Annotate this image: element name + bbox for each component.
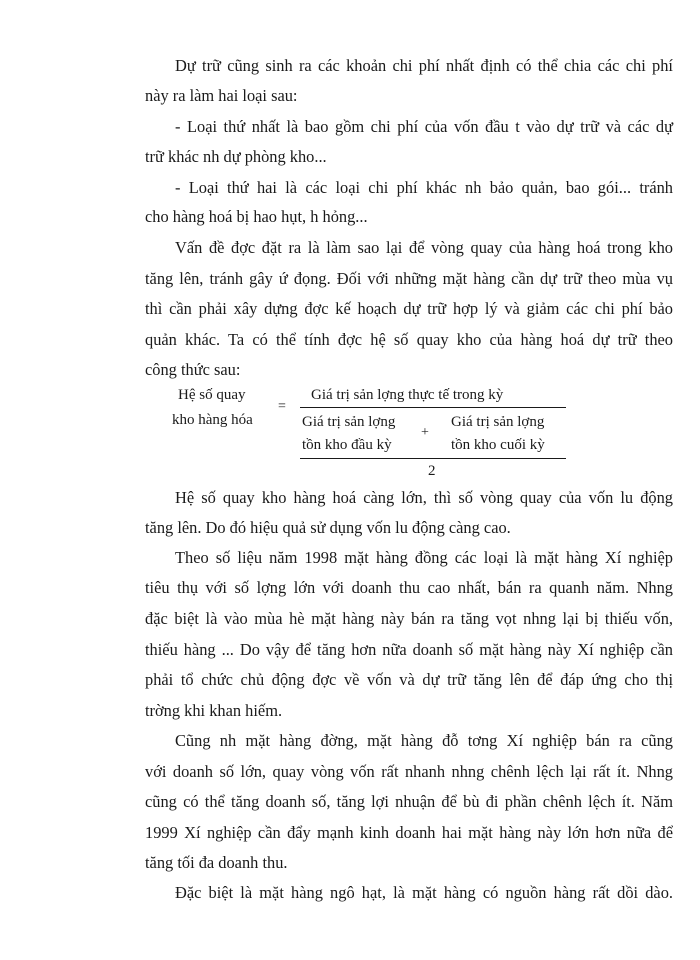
formula-divisor: 2 xyxy=(428,463,436,479)
text-line: này ra làm hai loại sau: xyxy=(145,86,298,105)
text-line: cho hàng hoá bị hao hụt, h hỏng... xyxy=(145,207,368,226)
text-line: tiêu thụ với số lợng lớn với doanh thu cao nhất, bán ra quanh năm. Nhng xyxy=(145,578,673,597)
formula-plus: + xyxy=(421,425,429,440)
text-line: cũng có thể tăng doanh số, tăng lợi nhuận để bù đi phần chênh lệch ít. Năm xyxy=(145,792,673,811)
text-line: tăng tối đa doanh thu. xyxy=(145,853,288,872)
text-line: Vấn đề đợc đặt ra là làm sao lại để vòng quay của hàng hoá trong kho xyxy=(175,238,673,257)
formula-term1-line1: Giá trị sản lợng xyxy=(302,414,396,430)
text-line: - Loại thứ hai là các loại chi phí khác nh bảo quản, bao gói... tránh xyxy=(175,178,673,197)
text-line: Cũng nh mặt hàng đờng, mặt hàng đỗ tơng Xí nghiệp bán ra cũng xyxy=(175,731,673,750)
formula-term2-line1: Giá trị sản lợng xyxy=(451,414,545,430)
text-line: thì cần phải xây dựng đợc kế hoạch dự trữ hợp lý và giảm các chi phí bảo xyxy=(145,299,673,318)
text-line: phải tổ chức chủ động đợc về vốn và dự trữ tăng lên để đáp ứng cho thị xyxy=(145,670,673,689)
formula-term1-line2: tồn kho đầu kỳ xyxy=(302,437,392,453)
formula-equals: = xyxy=(278,399,286,414)
text-line: thiếu hàng ... Do vậy để tăng hơn nữa doanh số mặt hàng này Xí nghiệp cần xyxy=(145,640,673,659)
text-line: Đặc biệt là mặt hàng ngô hạt, là mặt hàng có nguồn hàng rất dồi dào. xyxy=(175,883,673,902)
text-line: đặc biệt là vào mùa hè mặt hàng này bán ra tăng vọt nhng lại bị thiếu vốn, xyxy=(145,609,673,628)
text-line: tăng lên. Do đó hiệu quả sử dụng vốn lu động càng cao. xyxy=(145,518,511,537)
text-line: trữ khác nh dự phòng kho... xyxy=(145,147,327,166)
formula-lhs-line2: kho hàng hóa xyxy=(172,412,253,428)
text-line: công thức sau: xyxy=(145,360,241,379)
formula-divisor-rule xyxy=(300,458,566,459)
text-line: Hệ số quay kho hàng hoá càng lớn, thì số vòng quay của vốn lu động xyxy=(175,488,673,507)
formula-term2-line2: tồn kho cuối kỳ xyxy=(451,437,545,453)
formula-main-rule xyxy=(300,407,566,408)
text-line: - Loại thứ nhất là bao gồm chi phí của vốn đầu t vào dự trữ và các dự xyxy=(175,117,673,136)
text-line: Dự trữ cũng sinh ra các khoản chi phí nhất định có thể chia các chi phí xyxy=(175,56,673,75)
text-line: quản khác. Ta có thể tính đợc hệ số quay kho của hàng hoá dự trữ theo xyxy=(145,330,673,349)
text-line: với doanh số lớn, quay vòng vốn rất nhanh nhng chênh lệch lại rất ít. Nhng xyxy=(145,762,673,781)
text-line: tăng lên, tránh gây ứ đọng. Đối với những mặt hàng cần dự trữ theo mùa vụ xyxy=(145,269,673,288)
text-line: Theo số liệu năm 1998 mặt hàng đồng các loại là mặt hàng Xí nghiệp xyxy=(175,548,673,567)
text-line: 1999 Xí nghiệp cần đẩy mạnh kinh doanh hai mặt hàng này lớn hơn nữa để xyxy=(145,823,673,842)
formula-numerator: Giá trị sản lợng thực tế trong kỳ xyxy=(311,387,504,403)
text-line: trờng khi khan hiếm. xyxy=(145,701,283,720)
formula-lhs-line1: Hệ số quay xyxy=(178,387,246,403)
